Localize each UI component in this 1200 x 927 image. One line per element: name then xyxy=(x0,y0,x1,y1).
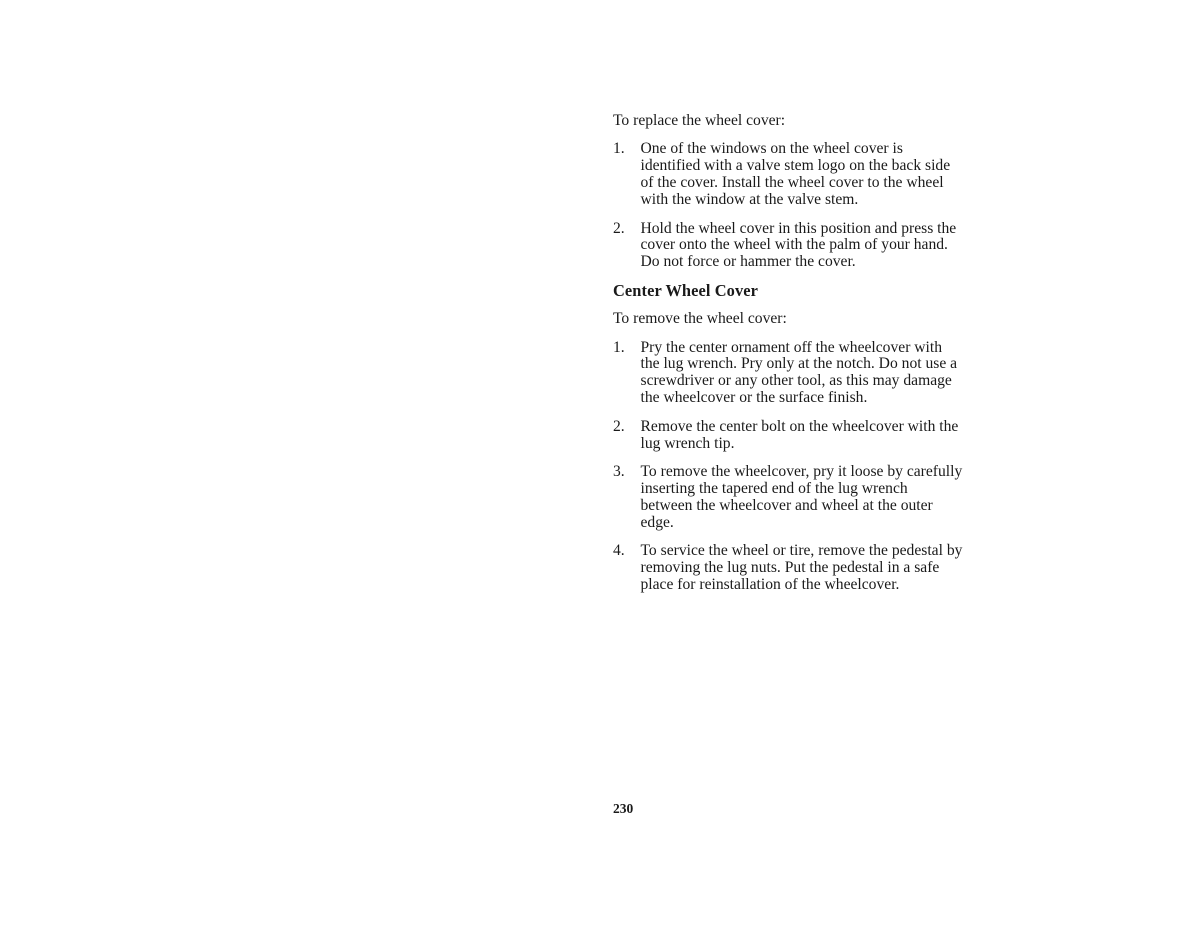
list-item xyxy=(613,464,963,532)
step-text: Hold the wheel cover in this position and press the cover onto the wheel with the palm of your hand. Do not force or hammer the cover. xyxy=(640,219,957,271)
step-text: Remove the center bolt on the wheelcover with the lug wrench tip. xyxy=(640,417,959,452)
step-number: 2. xyxy=(613,219,625,237)
replace-intro: To replace the wheel cover: xyxy=(613,112,786,129)
step-text: To service the wheel or tire, remove the pedestal by removing the lug nuts. Put the pedestal in a safe place for reinstallation of the wheelcover. xyxy=(640,542,963,593)
step-number: 3. xyxy=(613,463,625,480)
step-number: 1. xyxy=(613,338,625,356)
step-text: One of the windows on the wheel cover is identified with a valve stem logo on the back side of the cover. Install the wheel cover to the wheel with the window at the valve stem. xyxy=(640,140,951,209)
list-item xyxy=(613,141,963,209)
list-item xyxy=(613,419,963,453)
step-text: To remove the wheelcover, pry it loose by carefully inserting the tapered end of the lug wrench between the wheelcover and wheel at the outer edge. xyxy=(640,463,963,531)
list-item xyxy=(613,221,963,272)
step-number: 4. xyxy=(613,542,625,560)
step-number: 2. xyxy=(613,417,625,435)
list-item xyxy=(613,543,963,594)
page-number: 230 xyxy=(613,801,634,816)
replace-steps-list xyxy=(613,141,963,271)
text-column xyxy=(613,113,963,605)
remove-steps-list xyxy=(613,340,963,594)
list-item xyxy=(613,340,963,408)
step-number: 1. xyxy=(613,140,625,158)
step-text: Pry the center ornament off the wheelcover with the lug wrench. Pry only at the notch. Do not use a screwdriver or any other tool, as this may damage the wheelcover or the surface finish. xyxy=(640,338,958,407)
remove-intro: To remove the wheel cover: xyxy=(613,310,787,328)
section-heading: Center Wheel Cover xyxy=(613,280,759,300)
